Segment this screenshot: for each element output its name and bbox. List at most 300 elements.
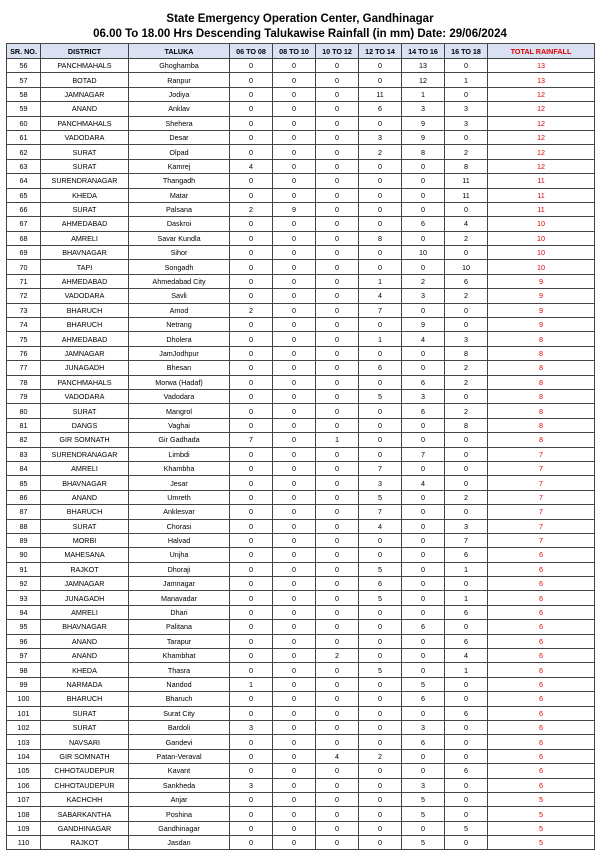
col-header-16-18: 16 TO 18	[445, 44, 488, 59]
district-cell: AMRELI	[41, 605, 129, 619]
table-row	[7, 778, 595, 792]
taluka-cell: Desar	[129, 130, 230, 144]
taluka-cell: Daskroi	[129, 217, 230, 231]
rain-16-18-cell: 0	[445, 476, 488, 490]
rain-12-14-cell: 6	[359, 577, 402, 591]
col-header-14-16: 14 TO 16	[402, 44, 445, 59]
rain-08-10-cell: 0	[273, 649, 316, 663]
rain-06-08-cell: 0	[230, 231, 273, 245]
total-rainfall-cell: 6	[488, 749, 595, 763]
rain-10-12-cell: 0	[316, 821, 359, 835]
district-cell: NAVSARI	[41, 735, 129, 749]
rain-12-14-cell: 5	[359, 591, 402, 605]
rain-10-12-cell: 0	[316, 332, 359, 346]
rain-06-08-cell: 0	[230, 519, 273, 533]
sr-no-cell: 92	[7, 577, 41, 591]
rain-14-16-cell: 3	[402, 389, 445, 403]
rain-16-18-cell: 6	[445, 605, 488, 619]
rain-06-08-cell: 0	[230, 749, 273, 763]
sr-no-cell: 58	[7, 87, 41, 101]
rain-10-12-cell: 0	[316, 505, 359, 519]
rain-14-16-cell: 3	[402, 289, 445, 303]
rain-16-18-cell: 2	[445, 231, 488, 245]
district-cell: JAMNAGAR	[41, 87, 129, 101]
rain-06-08-cell: 7	[230, 433, 273, 447]
rain-10-12-cell: 0	[316, 476, 359, 490]
district-cell: AMRELI	[41, 231, 129, 245]
taluka-cell: Shehera	[129, 116, 230, 130]
rain-14-16-cell: 2	[402, 274, 445, 288]
rain-14-16-cell: 13	[402, 59, 445, 73]
rain-14-16-cell: 6	[402, 217, 445, 231]
rain-06-08-cell: 0	[230, 260, 273, 274]
rain-12-14-cell: 5	[359, 663, 402, 677]
rain-10-12-cell: 0	[316, 764, 359, 778]
rain-12-14-cell: 0	[359, 792, 402, 806]
taluka-cell: Unjha	[129, 548, 230, 562]
rain-14-16-cell: 0	[402, 346, 445, 360]
rain-12-14-cell: 0	[359, 73, 402, 87]
rain-14-16-cell: 6	[402, 735, 445, 749]
rain-08-10-cell: 0	[273, 217, 316, 231]
sr-no-cell: 95	[7, 620, 41, 634]
sr-no-cell: 89	[7, 533, 41, 547]
rain-16-18-cell: 0	[445, 749, 488, 763]
rain-06-08-cell: 0	[230, 73, 273, 87]
rain-16-18-cell: 0	[445, 389, 488, 403]
total-rainfall-cell: 7	[488, 533, 595, 547]
sr-no-cell: 100	[7, 692, 41, 706]
total-rainfall-cell: 8	[488, 332, 595, 346]
table-row	[7, 548, 595, 562]
rain-06-08-cell: 0	[230, 735, 273, 749]
total-rainfall-cell: 5	[488, 821, 595, 835]
rain-16-18-cell: 0	[445, 677, 488, 691]
rain-14-16-cell: 3	[402, 720, 445, 734]
rain-10-12-cell: 0	[316, 289, 359, 303]
taluka-cell: Limbdi	[129, 447, 230, 461]
rain-06-08-cell: 0	[230, 361, 273, 375]
total-rainfall-cell: 6	[488, 692, 595, 706]
rain-14-16-cell: 9	[402, 318, 445, 332]
rain-14-16-cell: 0	[402, 433, 445, 447]
rain-16-18-cell: 10	[445, 260, 488, 274]
report-title-line2: 06.00 To 18.00 Hrs Descending Talukawise Rainfall (in mm) Date: 29/06/2024	[93, 28, 507, 40]
rainfall-table-body	[7, 59, 595, 850]
rain-14-16-cell: 0	[402, 533, 445, 547]
rain-16-18-cell: 6	[445, 764, 488, 778]
report-title-line1: State Emergency Operation Center, Gandhinagar	[166, 13, 434, 25]
sr-no-cell: 108	[7, 807, 41, 821]
total-rainfall-cell: 9	[488, 318, 595, 332]
rain-06-08-cell: 0	[230, 274, 273, 288]
sr-no-cell: 93	[7, 591, 41, 605]
rain-14-16-cell: 12	[402, 73, 445, 87]
table-row	[7, 375, 595, 389]
rain-06-08-cell: 1	[230, 677, 273, 691]
rain-06-08-cell: 0	[230, 591, 273, 605]
rain-12-14-cell: 6	[359, 102, 402, 116]
rain-10-12-cell: 0	[316, 634, 359, 648]
table-row	[7, 145, 595, 159]
rain-08-10-cell: 0	[273, 605, 316, 619]
rain-06-08-cell: 0	[230, 375, 273, 389]
rain-08-10-cell: 0	[273, 418, 316, 432]
rain-12-14-cell: 0	[359, 318, 402, 332]
rain-10-12-cell: 0	[316, 375, 359, 389]
rain-16-18-cell: 1	[445, 562, 488, 576]
district-cell: BHAVNAGAR	[41, 246, 129, 260]
taluka-cell: Kavant	[129, 764, 230, 778]
table-row	[7, 174, 595, 188]
col-header-district: DISTRICT	[41, 44, 129, 59]
rain-08-10-cell: 0	[273, 246, 316, 260]
col-header-10-12: 10 TO 12	[316, 44, 359, 59]
rain-14-16-cell: 4	[402, 476, 445, 490]
rain-16-18-cell: 2	[445, 145, 488, 159]
total-rainfall-cell: 6	[488, 649, 595, 663]
rain-08-10-cell: 0	[273, 289, 316, 303]
rain-06-08-cell: 0	[230, 145, 273, 159]
district-cell: ANAND	[41, 649, 129, 663]
district-cell: SURENDRANAGAR	[41, 447, 129, 461]
rain-16-18-cell: 1	[445, 591, 488, 605]
rain-10-12-cell: 0	[316, 404, 359, 418]
taluka-cell: Netrang	[129, 318, 230, 332]
table-row	[7, 490, 595, 504]
rain-12-14-cell: 5	[359, 562, 402, 576]
total-rainfall-cell: 6	[488, 764, 595, 778]
total-rainfall-cell: 6	[488, 720, 595, 734]
total-rainfall-cell: 8	[488, 389, 595, 403]
district-cell: NARMADA	[41, 677, 129, 691]
district-cell: AHMEDABAD	[41, 217, 129, 231]
total-rainfall-cell: 8	[488, 404, 595, 418]
sr-no-cell: 82	[7, 433, 41, 447]
total-rainfall-cell: 8	[488, 375, 595, 389]
rain-06-08-cell: 0	[230, 764, 273, 778]
rain-16-18-cell: 6	[445, 274, 488, 288]
rain-08-10-cell: 0	[273, 87, 316, 101]
rain-12-14-cell: 0	[359, 447, 402, 461]
rain-10-12-cell: 0	[316, 490, 359, 504]
rain-06-08-cell: 0	[230, 174, 273, 188]
rain-08-10-cell: 0	[273, 490, 316, 504]
sr-no-cell: 110	[7, 836, 41, 850]
sr-no-cell: 61	[7, 130, 41, 144]
rain-12-14-cell: 0	[359, 677, 402, 691]
total-rainfall-cell: 9	[488, 289, 595, 303]
rain-14-16-cell: 0	[402, 461, 445, 475]
sr-no-cell: 80	[7, 404, 41, 418]
rain-16-18-cell: 4	[445, 217, 488, 231]
rain-14-16-cell: 0	[402, 649, 445, 663]
rain-06-08-cell: 0	[230, 562, 273, 576]
sr-no-cell: 77	[7, 361, 41, 375]
taluka-cell: Palsana	[129, 202, 230, 216]
rain-06-08-cell: 0	[230, 389, 273, 403]
rain-08-10-cell: 0	[273, 461, 316, 475]
rain-06-08-cell: 0	[230, 188, 273, 202]
taluka-cell: Ranpur	[129, 73, 230, 87]
rain-06-08-cell: 0	[230, 476, 273, 490]
rain-08-10-cell: 0	[273, 505, 316, 519]
sr-no-cell: 109	[7, 821, 41, 835]
rain-12-14-cell: 0	[359, 807, 402, 821]
rain-12-14-cell: 7	[359, 461, 402, 475]
district-cell: AHMEDABAD	[41, 274, 129, 288]
sr-no-cell: 74	[7, 318, 41, 332]
table-row	[7, 447, 595, 461]
sr-no-cell: 85	[7, 476, 41, 490]
rain-14-16-cell: 5	[402, 792, 445, 806]
district-cell: BOTAD	[41, 73, 129, 87]
table-row	[7, 649, 595, 663]
rain-16-18-cell: 0	[445, 778, 488, 792]
table-row	[7, 159, 595, 173]
sr-no-cell: 65	[7, 188, 41, 202]
rain-14-16-cell: 6	[402, 620, 445, 634]
total-rainfall-cell: 6	[488, 735, 595, 749]
rain-10-12-cell: 0	[316, 577, 359, 591]
rain-12-14-cell: 2	[359, 749, 402, 763]
rain-08-10-cell: 0	[273, 562, 316, 576]
total-rainfall-cell: 7	[488, 505, 595, 519]
rain-06-08-cell: 0	[230, 505, 273, 519]
rain-14-16-cell: 6	[402, 404, 445, 418]
rain-08-10-cell: 0	[273, 231, 316, 245]
taluka-cell: Palitana	[129, 620, 230, 634]
district-cell: SURAT	[41, 706, 129, 720]
sr-no-cell: 57	[7, 73, 41, 87]
rain-12-14-cell: 0	[359, 821, 402, 835]
rain-16-18-cell: 8	[445, 418, 488, 432]
rain-10-12-cell: 0	[316, 130, 359, 144]
total-rainfall-cell: 6	[488, 663, 595, 677]
district-cell: AMRELI	[41, 461, 129, 475]
rain-08-10-cell: 0	[273, 548, 316, 562]
rain-10-12-cell: 0	[316, 159, 359, 173]
rain-16-18-cell: 0	[445, 505, 488, 519]
rain-10-12-cell: 1	[316, 433, 359, 447]
district-cell: KHEDA	[41, 188, 129, 202]
rain-10-12-cell: 0	[316, 663, 359, 677]
table-row	[7, 130, 595, 144]
sr-no-cell: 88	[7, 519, 41, 533]
rain-16-18-cell: 0	[445, 303, 488, 317]
table-row	[7, 476, 595, 490]
total-rainfall-cell: 6	[488, 677, 595, 691]
total-rainfall-cell: 6	[488, 620, 595, 634]
rain-06-08-cell: 0	[230, 418, 273, 432]
table-row	[7, 663, 595, 677]
table-row	[7, 188, 595, 202]
total-rainfall-cell: 6	[488, 577, 595, 591]
taluka-cell: Bardoli	[129, 720, 230, 734]
table-row	[7, 389, 595, 403]
total-rainfall-cell: 6	[488, 634, 595, 648]
table-row	[7, 720, 595, 734]
district-cell: SABARKANTHA	[41, 807, 129, 821]
district-cell: DANGS	[41, 418, 129, 432]
rain-08-10-cell: 0	[273, 836, 316, 850]
sr-no-cell: 62	[7, 145, 41, 159]
taluka-cell: Gandevi	[129, 735, 230, 749]
rain-16-18-cell: 3	[445, 332, 488, 346]
rain-08-10-cell: 0	[273, 116, 316, 130]
rain-08-10-cell: 0	[273, 764, 316, 778]
rain-14-16-cell: 0	[402, 418, 445, 432]
rain-12-14-cell: 5	[359, 389, 402, 403]
rain-12-14-cell: 0	[359, 375, 402, 389]
rain-12-14-cell: 0	[359, 706, 402, 720]
total-rainfall-cell: 9	[488, 274, 595, 288]
rain-16-18-cell: 0	[445, 461, 488, 475]
rain-06-08-cell: 0	[230, 404, 273, 418]
sr-no-cell: 104	[7, 749, 41, 763]
rain-10-12-cell: 0	[316, 188, 359, 202]
total-rainfall-cell: 11	[488, 202, 595, 216]
rain-06-08-cell: 3	[230, 720, 273, 734]
rain-12-14-cell: 0	[359, 202, 402, 216]
sr-no-cell: 67	[7, 217, 41, 231]
district-cell: GIR SOMNATH	[41, 433, 129, 447]
taluka-cell: Khambha	[129, 461, 230, 475]
total-rainfall-cell: 9	[488, 303, 595, 317]
district-cell: BHARUCH	[41, 505, 129, 519]
rain-08-10-cell: 0	[273, 346, 316, 360]
rain-10-12-cell: 0	[316, 274, 359, 288]
taluka-cell: Nandod	[129, 677, 230, 691]
rain-16-18-cell: 0	[445, 792, 488, 806]
district-cell: SURENDRANAGAR	[41, 174, 129, 188]
table-row	[7, 620, 595, 634]
rain-12-14-cell: 0	[359, 433, 402, 447]
district-cell: PANCHMAHALS	[41, 116, 129, 130]
rain-14-16-cell: 0	[402, 591, 445, 605]
table-row	[7, 533, 595, 547]
rain-08-10-cell: 0	[273, 174, 316, 188]
district-cell: JAMNAGAR	[41, 346, 129, 360]
sr-no-cell: 91	[7, 562, 41, 576]
rain-08-10-cell: 0	[273, 318, 316, 332]
table-row	[7, 591, 595, 605]
taluka-cell: Tarapur	[129, 634, 230, 648]
taluka-cell: Jamnagar	[129, 577, 230, 591]
rain-06-08-cell: 0	[230, 649, 273, 663]
sr-no-cell: 70	[7, 260, 41, 274]
rain-16-18-cell: 0	[445, 433, 488, 447]
rain-16-18-cell: 1	[445, 663, 488, 677]
sr-no-cell: 101	[7, 706, 41, 720]
rain-10-12-cell: 0	[316, 720, 359, 734]
rain-08-10-cell: 0	[273, 73, 316, 87]
table-row	[7, 692, 595, 706]
taluka-cell: Gandhinagar	[129, 821, 230, 835]
rain-10-12-cell: 0	[316, 562, 359, 576]
sr-no-cell: 98	[7, 663, 41, 677]
taluka-cell: Halvad	[129, 533, 230, 547]
sr-no-cell: 105	[7, 764, 41, 778]
district-cell: ANAND	[41, 490, 129, 504]
rain-06-08-cell: 0	[230, 116, 273, 130]
table-row	[7, 116, 595, 130]
taluka-cell: Poshina	[129, 807, 230, 821]
total-rainfall-cell: 7	[488, 461, 595, 475]
rain-16-18-cell: 0	[445, 735, 488, 749]
rain-06-08-cell: 0	[230, 59, 273, 73]
rain-08-10-cell: 0	[273, 620, 316, 634]
rain-12-14-cell: 5	[359, 490, 402, 504]
taluka-cell: Patan-Veraval	[129, 749, 230, 763]
rain-10-12-cell: 0	[316, 677, 359, 691]
rain-08-10-cell: 0	[273, 188, 316, 202]
rain-12-14-cell: 2	[359, 145, 402, 159]
table-row	[7, 461, 595, 475]
rain-14-16-cell: 1	[402, 87, 445, 101]
rain-14-16-cell: 0	[402, 821, 445, 835]
table-row	[7, 807, 595, 821]
rain-06-08-cell: 0	[230, 461, 273, 475]
rain-08-10-cell: 0	[273, 749, 316, 763]
district-cell: ANAND	[41, 634, 129, 648]
taluka-cell: Jodiya	[129, 87, 230, 101]
sr-no-cell: 102	[7, 720, 41, 734]
sr-no-cell: 78	[7, 375, 41, 389]
rain-06-08-cell: 0	[230, 87, 273, 101]
table-row	[7, 246, 595, 260]
total-rainfall-cell: 12	[488, 159, 595, 173]
total-rainfall-cell: 12	[488, 145, 595, 159]
rain-10-12-cell: 0	[316, 59, 359, 73]
sr-no-cell: 99	[7, 677, 41, 691]
rain-12-14-cell: 0	[359, 620, 402, 634]
rain-16-18-cell: 0	[445, 130, 488, 144]
rain-16-18-cell: 0	[445, 447, 488, 461]
rain-10-12-cell: 0	[316, 116, 359, 130]
rain-08-10-cell: 0	[273, 706, 316, 720]
rain-12-14-cell: 0	[359, 346, 402, 360]
total-rainfall-cell: 8	[488, 433, 595, 447]
table-row	[7, 764, 595, 778]
total-rainfall-cell: 13	[488, 73, 595, 87]
col-header-taluka: TALUKA	[129, 44, 230, 59]
district-cell: SURAT	[41, 159, 129, 173]
district-cell: JAMNAGAR	[41, 577, 129, 591]
rain-08-10-cell: 0	[273, 404, 316, 418]
rain-14-16-cell: 9	[402, 130, 445, 144]
rain-12-14-cell: 4	[359, 519, 402, 533]
table-row	[7, 836, 595, 850]
rain-08-10-cell: 0	[273, 375, 316, 389]
rain-16-18-cell: 0	[445, 577, 488, 591]
rain-08-10-cell: 0	[273, 807, 316, 821]
rain-16-18-cell: 2	[445, 375, 488, 389]
rain-14-16-cell: 6	[402, 375, 445, 389]
total-rainfall-cell: 12	[488, 130, 595, 144]
taluka-cell: JamJodhpur	[129, 346, 230, 360]
table-row	[7, 577, 595, 591]
rain-10-12-cell: 0	[316, 447, 359, 461]
rain-10-12-cell: 0	[316, 246, 359, 260]
rain-16-18-cell: 8	[445, 346, 488, 360]
rain-16-18-cell: 0	[445, 720, 488, 734]
rain-06-08-cell: 0	[230, 605, 273, 619]
rain-08-10-cell: 0	[273, 476, 316, 490]
total-rainfall-cell: 11	[488, 188, 595, 202]
rain-14-16-cell: 3	[402, 102, 445, 116]
rain-06-08-cell: 0	[230, 807, 273, 821]
